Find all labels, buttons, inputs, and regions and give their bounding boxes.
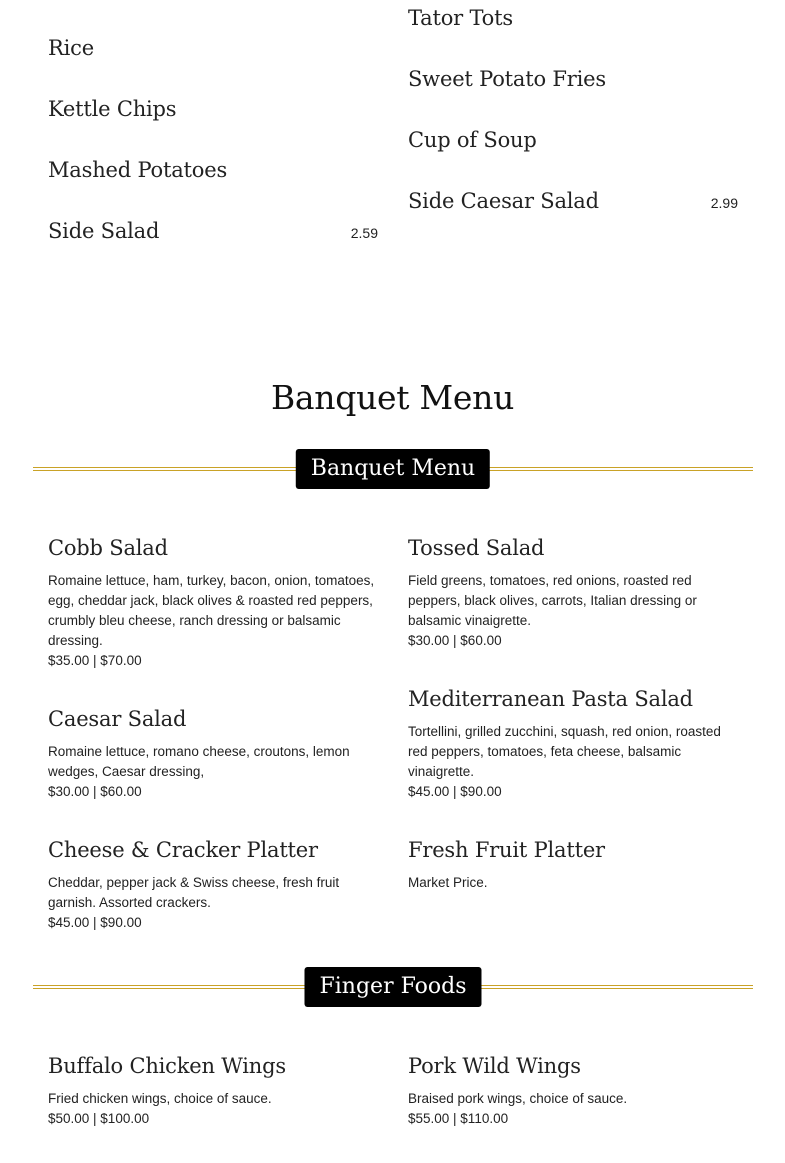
side-item-name: Sweet Potato Fries (408, 67, 606, 91)
side-item (48, 36, 378, 60)
section-divider-finger-foods (33, 967, 753, 1007)
menu-item (48, 706, 378, 802)
menu-item (408, 535, 738, 651)
menu-item-description: Tortellini, grilled zucchini, squash, red onion, roasted red peppers, tomatoes, feta cheese, balsamic vinaigrette. (408, 724, 721, 779)
side-item-name: Kettle Chips (48, 97, 177, 121)
menu-item (48, 535, 378, 671)
menu-item-title: Fresh Fruit Platter (408, 838, 605, 862)
menu-item-title: Pork Wild Wings (408, 1054, 581, 1078)
side-item (408, 128, 738, 152)
section-label: Finger Foods (304, 967, 481, 1007)
side-item-name: Mashed Potatoes (48, 158, 228, 182)
side-item-price: 2.59 (350, 225, 378, 241)
menu-item (48, 837, 378, 933)
menu-item-price: $35.00 | $70.00 (48, 653, 142, 668)
side-item-price: 2.99 (710, 195, 738, 211)
side-item-name: Tator Tots (408, 6, 513, 30)
menu-item (408, 837, 738, 893)
menu-item-title: Cobb Salad (48, 536, 168, 560)
side-item-name: Side Caesar Salad (408, 189, 599, 213)
menu-item-description: Field greens, tomatoes, red onions, roasted red peppers, black olives, carrots, Italian dressing or balsamic vinaigrette. (408, 573, 697, 628)
menu-item-price: $45.00 | $90.00 (408, 784, 502, 799)
menu-item-description: Cheddar, pepper jack & Swiss cheese, fresh fruit garnish. Assorted crackers. (48, 875, 340, 910)
sides-section (0, 0, 785, 300)
menu-item-description: Romaine lettuce, romano cheese, croutons, lemon wedges, Caesar dressing, (48, 744, 350, 779)
menu-item-description: Romaine lettuce, ham, turkey, bacon, onion, tomatoes, egg, cheddar jack, black olives & roasted red peppers, crumbly bleu cheese, ranch dressing or balsamic dressing. (48, 573, 375, 648)
side-item (48, 158, 378, 182)
side-item (408, 67, 738, 91)
menu-item (408, 686, 738, 802)
menu-item-price: $55.00 | $110.00 (408, 1111, 509, 1126)
menu-item-description: Market Price. (408, 875, 488, 890)
side-item (48, 219, 378, 243)
section-label: Banquet Menu (296, 449, 490, 489)
menu-item-title: Mediterranean Pasta Salad (408, 687, 693, 711)
menu-item-price: $30.00 | $60.00 (48, 784, 142, 799)
side-item-name: Side Salad (48, 219, 160, 243)
side-item (408, 6, 738, 30)
menu-item-price: $45.00 | $90.00 (48, 915, 142, 930)
menu-item (408, 1053, 738, 1129)
page-title: Banquet Menu (270, 378, 515, 417)
menu-item-price: $50.00 | $100.00 (48, 1111, 150, 1126)
menu-item-description: Fried chicken wings, choice of sauce. (48, 1091, 272, 1106)
side-item-name: Rice (48, 36, 94, 60)
menu-item-title: Cheese & Cracker Platter (48, 838, 318, 862)
menu-item (48, 1053, 378, 1129)
menu-item-title: Buffalo Chicken Wings (48, 1054, 286, 1078)
side-item (408, 189, 738, 213)
section-divider-banquet (33, 449, 753, 489)
menu-item-price: $30.00 | $60.00 (408, 633, 502, 648)
menu-item-title: Tossed Salad (408, 536, 545, 560)
menu-item-description: Braised pork wings, choice of sauce. (408, 1091, 628, 1106)
side-item (48, 97, 378, 121)
menu-item-title: Caesar Salad (48, 707, 187, 731)
side-item-name: Cup of Soup (408, 128, 537, 152)
